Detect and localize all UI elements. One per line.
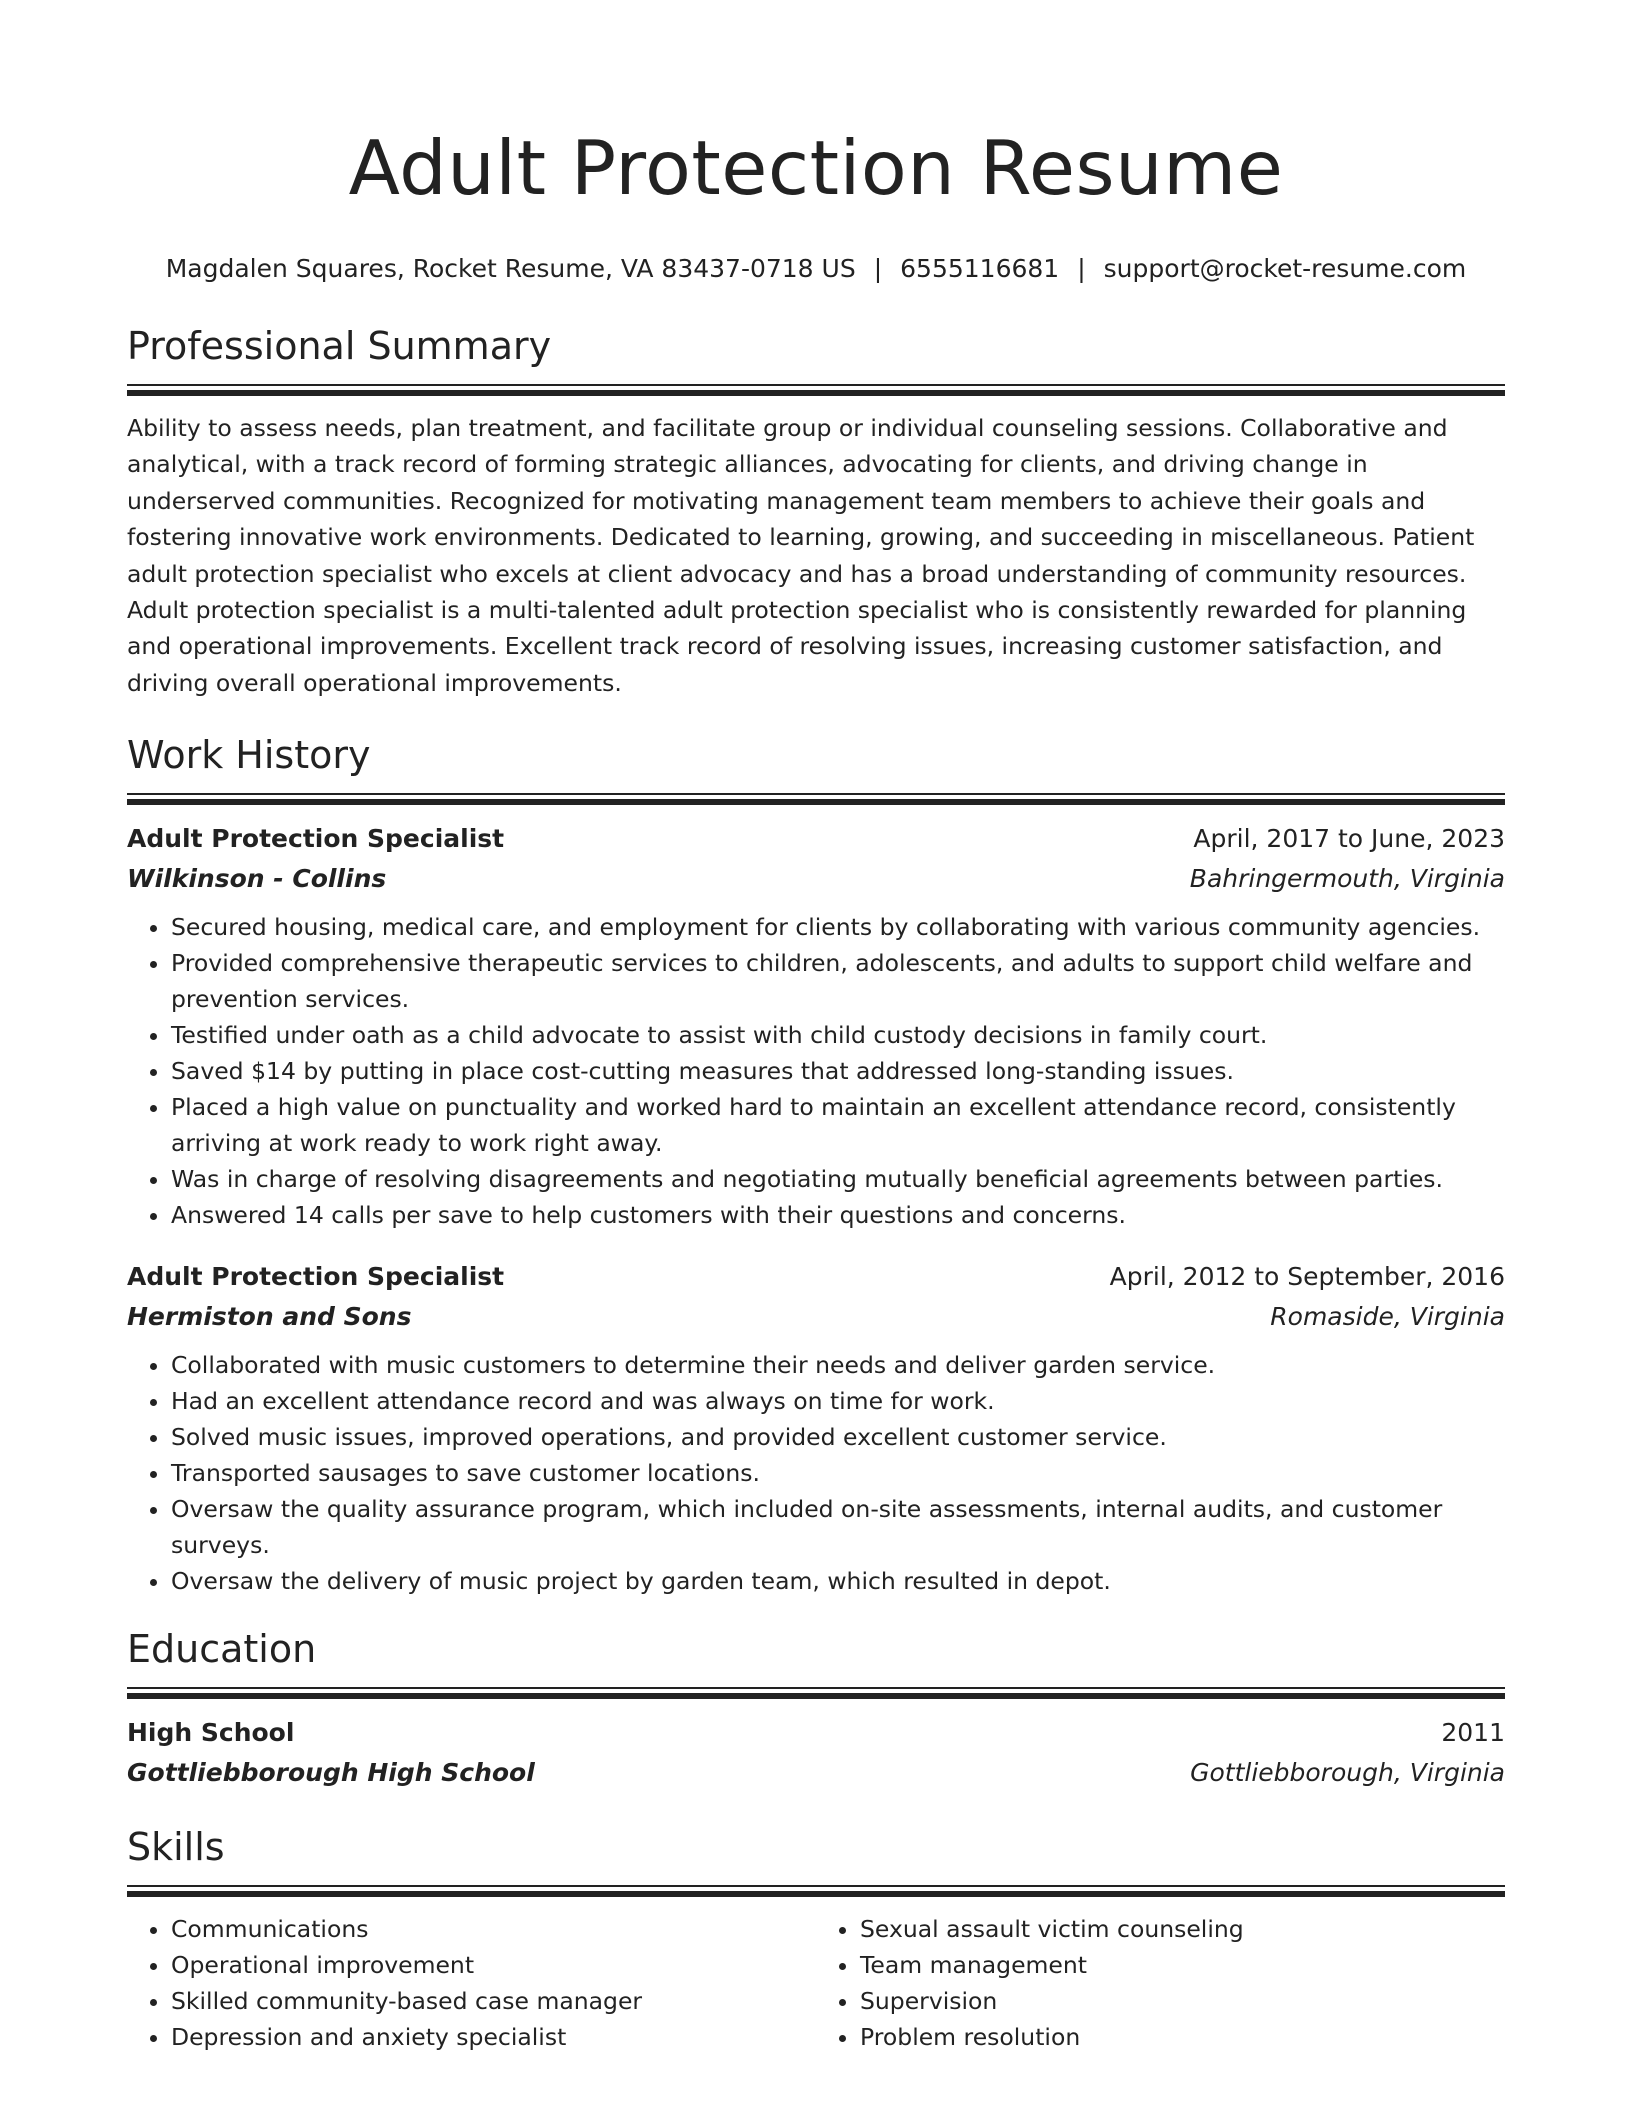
list-item: • Problem resolution	[860, 2019, 1505, 2055]
list-item: • Provided comprehensive therapeutic services to children, adolescents, and adults to support child welfare and prevention services.	[171, 945, 1505, 1017]
list-item: • Oversaw the delivery of music project by garden team, which resulted in depot.	[171, 1563, 1505, 1599]
section-divider	[127, 384, 1505, 396]
job-dates: April, 2017 to June, 2023	[1193, 824, 1505, 854]
skills-list-right	[816, 1911, 1505, 2055]
list-item: • Testified under oath as a child advocate to assist with child custody decisions in family court.	[171, 1017, 1505, 1053]
list-item: • Oversaw the quality assurance program, which included on-site assessments, internal audits, and customer surveys.	[171, 1491, 1505, 1563]
email: support@rocket-resume.com	[1103, 254, 1467, 283]
list-item: • Depression and anxiety specialist	[171, 2019, 816, 2055]
contact-line	[127, 252, 1505, 286]
section-heading-summary: Professional Summary	[127, 324, 552, 368]
skills-list-left	[127, 1911, 816, 2055]
list-item: • Solved music issues, improved operations, and provided excellent customer service.	[171, 1419, 1505, 1455]
section-heading-education: Education	[127, 1627, 317, 1672]
job-dates: April, 2012 to September, 2016	[1109, 1262, 1505, 1292]
list-item: • Was in charge of resolving disagreements and negotiating mutually beneficial agreements between parties.	[171, 1161, 1505, 1197]
section-divider	[127, 1687, 1505, 1699]
job-company: Wilkinson - Collins	[127, 864, 387, 894]
list-item: • Transported sausages to save customer locations.	[171, 1455, 1505, 1491]
list-item: • Secured housing, medical care, and employment for clients by collaborating with various community agencies.	[171, 909, 1505, 945]
list-item: • Sexual assault victim counseling	[860, 1911, 1505, 1947]
section-divider	[127, 1885, 1505, 1897]
education-section	[127, 1625, 1505, 1793]
page-title: Adult Protection Resume	[348, 124, 1284, 212]
education-location: Gottliebborough, Virginia	[1190, 1758, 1505, 1788]
section-heading-skills: Skills	[127, 1825, 225, 1870]
list-item: • Operational improvement	[171, 1947, 816, 1983]
job-bullets	[127, 909, 1505, 1233]
list-item: • Collaborated with music customers to determine their needs and deliver garden service.	[171, 1347, 1505, 1383]
list-item: • Team management	[860, 1947, 1505, 1983]
job-location: Romaside, Virginia	[1270, 1302, 1505, 1332]
address: Magdalen Squares, Rocket Resume, VA 83437-0718 US	[165, 254, 856, 283]
education-school: Gottliebborough High School	[127, 1758, 535, 1788]
contact-separator: |	[873, 254, 883, 283]
list-item: • Saved $14 by putting in place cost-cutting measures that addressed long-standing issues.	[171, 1053, 1505, 1089]
list-item: • Communications	[171, 1911, 816, 1947]
work-history-section	[127, 731, 1505, 1599]
section-divider	[127, 793, 1505, 805]
section-heading-work-history: Work History	[127, 733, 371, 778]
list-item: • Answered 14 calls per save to help customers with their questions and concerns.	[171, 1197, 1505, 1233]
job-title: Adult Protection Specialist	[127, 1262, 505, 1292]
job-title: Adult Protection Specialist	[127, 824, 505, 854]
list-item: • Skilled community-based case manager	[171, 1983, 816, 2019]
education-degree: High School	[127, 1718, 295, 1748]
list-item: • Supervision	[860, 1983, 1505, 2019]
list-item: • Placed a high value on punctuality and worked hard to maintain an excellent attendance record, consistently arriving at work ready to work right away.	[171, 1089, 1505, 1161]
skills-section	[127, 1823, 1505, 2055]
summary-text: Ability to assess needs, plan treatment, and facilitate group or individual counseling sessions. Collaborative and analytical, with a track record of forming strategic alliances, advocating for clients, and driving change in underserved communities. Recognized for motivating management team members to achieve their goals and fostering innovative work environments. Dedicated to learning, growing, and succeeding in miscellaneous. Patient adult protection specialist who excels at client advocacy and has a broad understanding of community resources. Adult protection specialist is a multi-talented adult protection specialist who is consistently rewarded for planning and operational improvements. Excellent track record of resolving issues, increasing customer satisfaction, and driving overall operational improvements.	[127, 414, 1475, 697]
contact-separator: |	[1077, 254, 1086, 283]
job-company: Hermiston and Sons	[127, 1302, 412, 1332]
summary-section	[127, 322, 1505, 701]
skills-columns	[127, 1911, 1505, 2055]
education-year: 2011	[1441, 1718, 1505, 1748]
job-bullets	[127, 1347, 1505, 1599]
phone: 6555116681	[900, 254, 1060, 283]
list-item: • Had an excellent attendance record and was always on time for work.	[171, 1383, 1505, 1419]
job-entry	[127, 819, 1505, 1233]
job-entry	[127, 1257, 1505, 1599]
job-location: Bahringermouth, Virginia	[1189, 864, 1505, 894]
